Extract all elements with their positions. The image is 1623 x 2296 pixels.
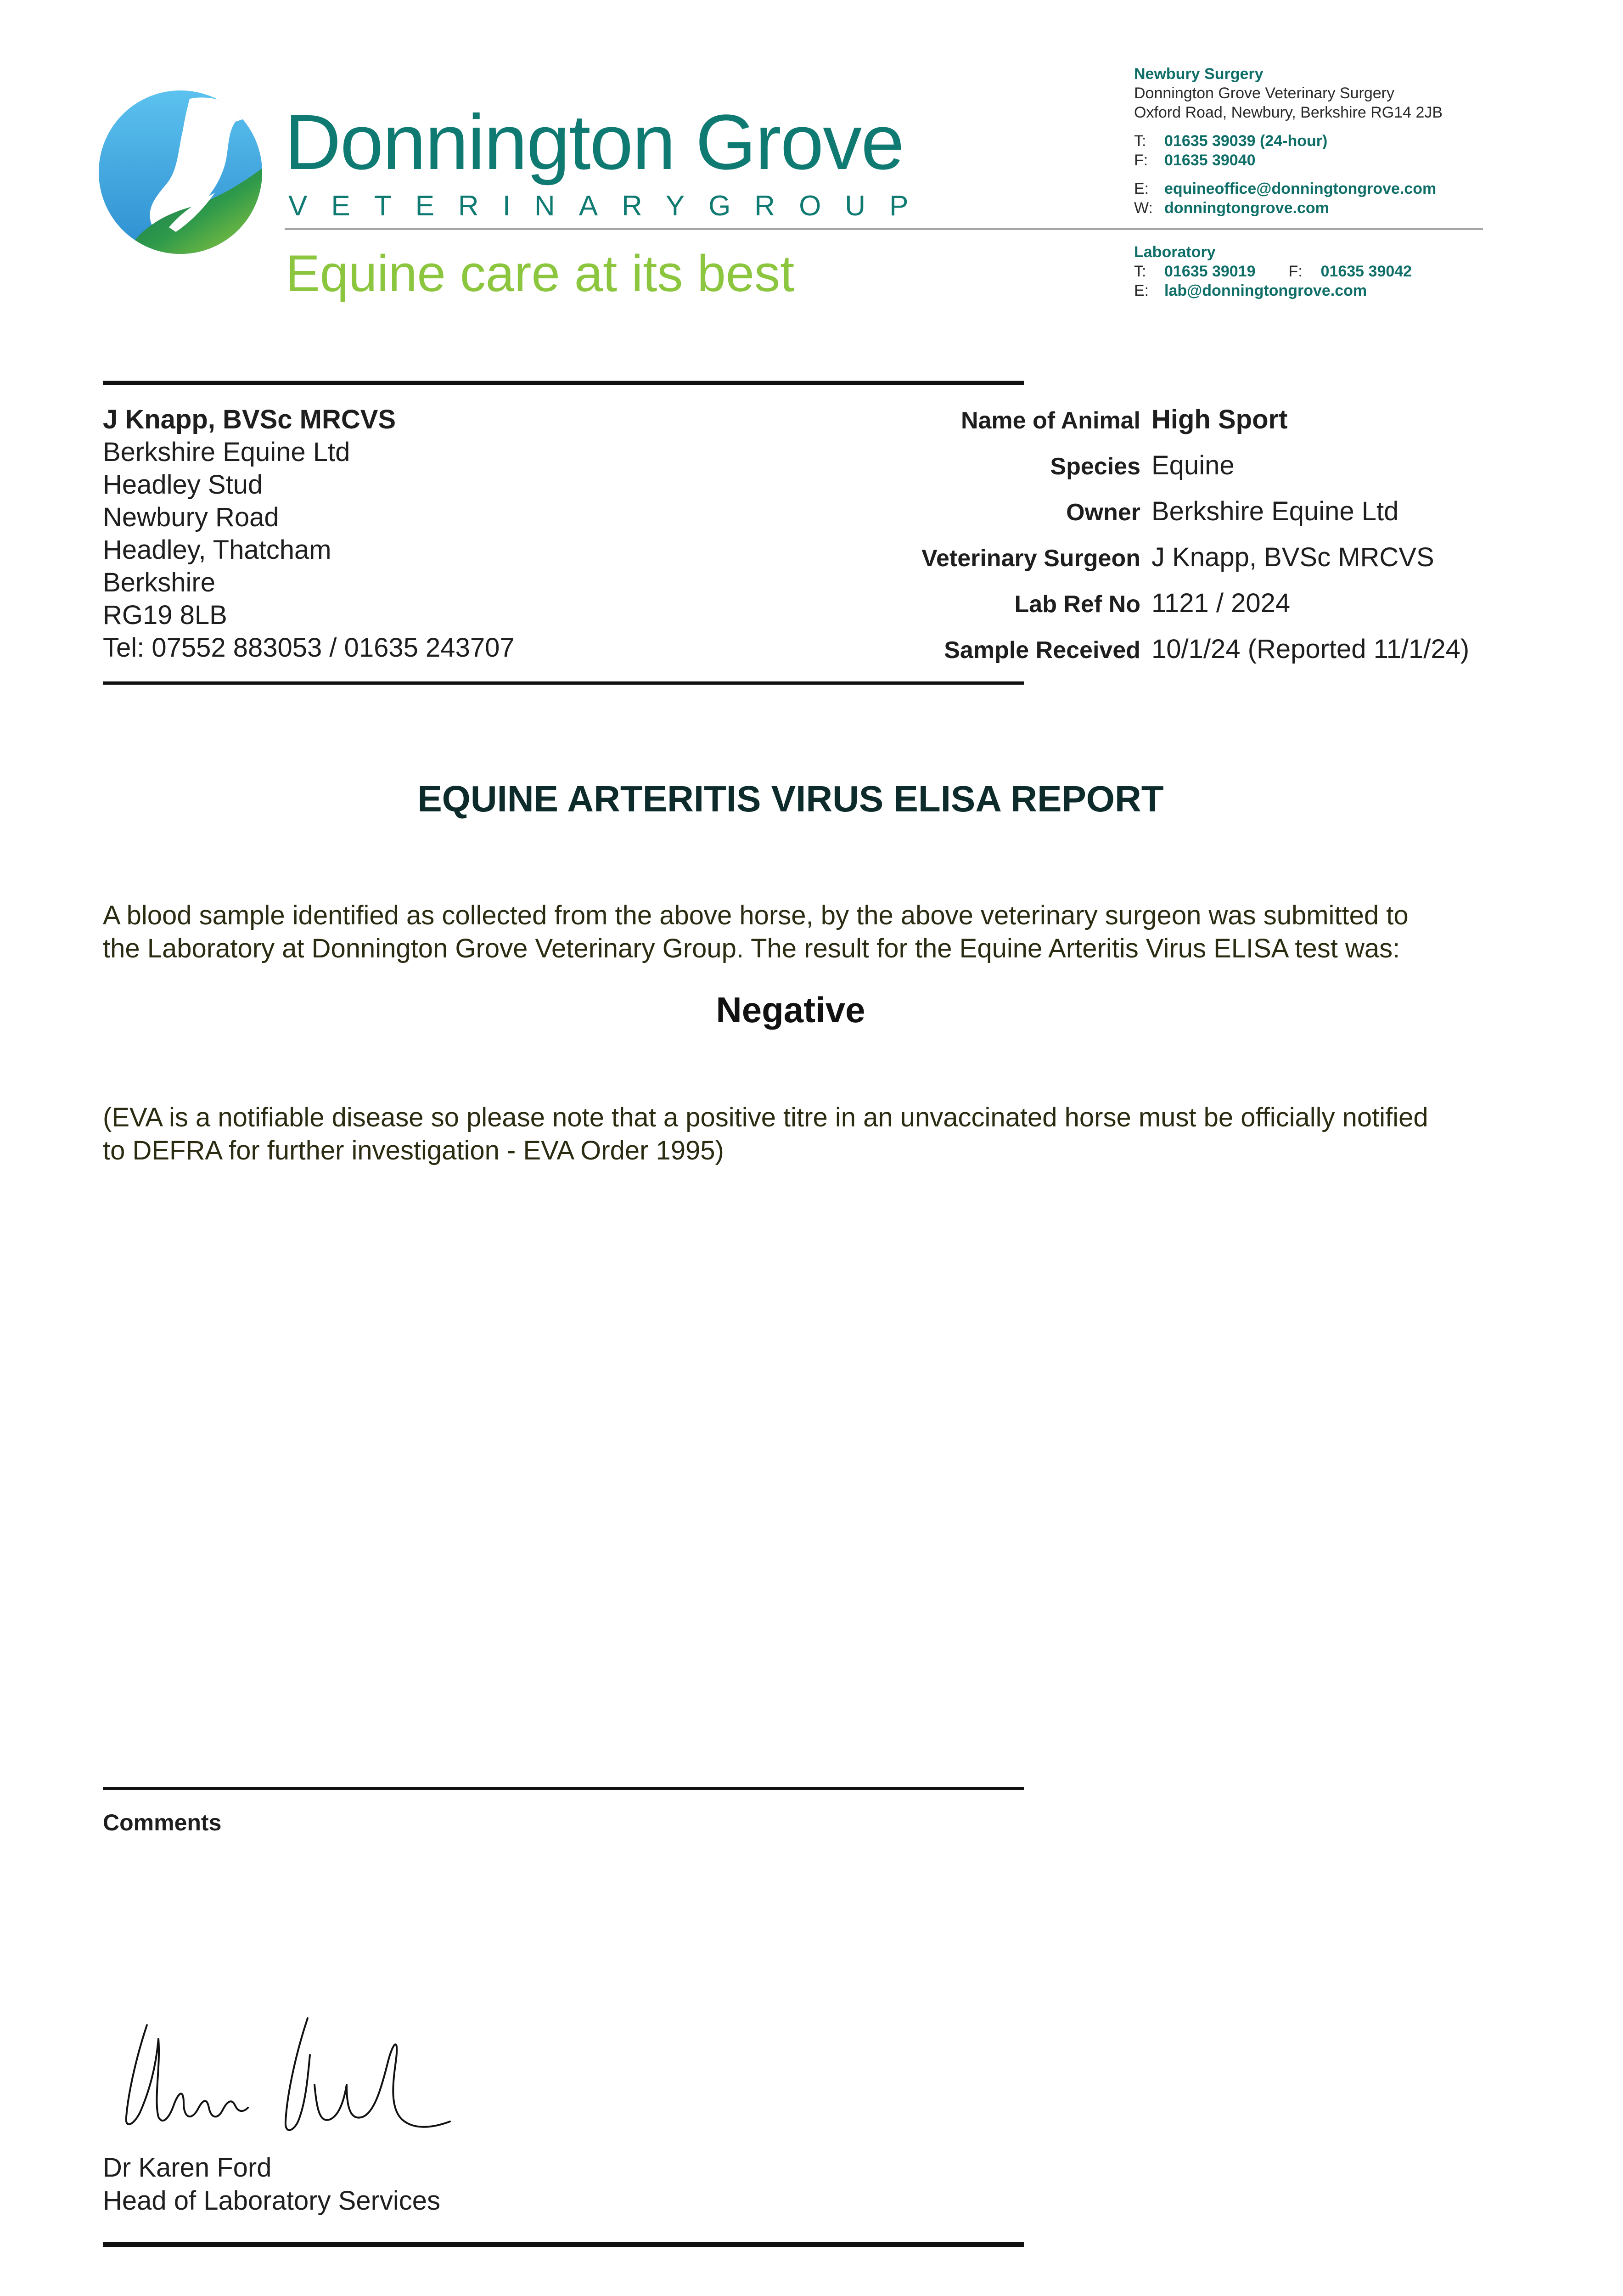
address-line: Berkshire Equine Ltd	[103, 437, 350, 467]
laboratory-phone-row	[1134, 262, 1412, 281]
laboratory-email-link[interactable]: lab@donningtongrove.com	[1164, 282, 1367, 299]
surgery-contact-block	[1134, 64, 1443, 218]
detail-label: Sample Received	[944, 637, 1140, 664]
recipient-address	[103, 403, 515, 664]
laboratory-tel[interactable]: 01635 39019	[1164, 263, 1256, 280]
report-intro-line: A blood sample identified as collected from the above horse, by the above veterinary surgeon was submitted to	[103, 900, 1409, 930]
top-rule	[103, 381, 1024, 385]
animal-details	[505, 404, 1469, 680]
brand-subtitle-word-1: VETERINARY	[288, 190, 709, 222]
surgery-fax: 01635 39040	[1164, 152, 1256, 169]
tagline: Equine care at its best	[286, 245, 795, 302]
laboratory-email-label: E:	[1134, 282, 1149, 299]
surgery-tel[interactable]: 01635 39039 (24-hour)	[1164, 132, 1328, 150]
surgery-address: Oxford Road, Newbury, Berkshire RG14 2JB	[1134, 104, 1443, 121]
signatory-role: Head of Laboratory Services	[103, 2186, 441, 2216]
detail-row-sample-received	[505, 634, 1469, 680]
laboratory-fax: 01635 39042	[1320, 263, 1412, 280]
detail-row-lab-ref-no	[505, 588, 1469, 634]
surgery-web-label: W:	[1134, 199, 1153, 217]
detail-row-name-of-animal	[505, 404, 1469, 450]
laboratory-email-row	[1134, 281, 1412, 300]
detail-value: 10/1/24 (Reported 11/1/24)	[1151, 634, 1470, 664]
report-title: EQUINE ARTERITIS VIRUS ELISA REPORT	[417, 778, 1164, 819]
report-intro	[103, 899, 1471, 965]
surgery-name: Donnington Grove Veterinary Surgery	[1134, 84, 1394, 102]
comments-rule	[103, 1787, 1024, 1790]
detail-value: High Sport	[1151, 405, 1288, 434]
detail-label: Name of Animal	[960, 407, 1140, 434]
signatory	[103, 2151, 440, 2217]
surgery-web-link[interactable]: donningtongrove.com	[1164, 199, 1329, 217]
address-line: RG19 8LB	[103, 600, 227, 630]
address-line: Berkshire	[103, 568, 215, 597]
laboratory-contact-block	[1134, 242, 1412, 300]
report-note-line: (EVA is a notifiable disease so please note that a positive titre in an unvaccinated horse must be officially notified	[103, 1103, 1428, 1132]
laboratory-tel-label: T:	[1134, 263, 1146, 280]
address-line: Headley, Thatcham	[103, 535, 331, 565]
report-intro-line: the Laboratory at Donnington Grove Veterinary Group. The result for the Equine Arteritis Virus ELISA test was:	[103, 934, 1400, 963]
surgery-email-link[interactable]: equineoffice@donningtongrove.com	[1164, 180, 1437, 197]
report-note-line: to DEFRA for further investigation - EVA Order 1995)	[103, 1136, 724, 1165]
signatory-name: Dr Karen Ford	[103, 2153, 272, 2183]
surgery-fax-label: F:	[1134, 152, 1148, 169]
handwritten-signature	[115, 2011, 482, 2140]
detail-label: Species	[1050, 453, 1140, 480]
address-line: Newbury Road	[103, 502, 279, 532]
recipient-name: J Knapp, BVSc MRCVS	[103, 405, 396, 434]
detail-value: 1121 / 2024	[1151, 588, 1291, 618]
detail-value: Equine	[1151, 450, 1235, 480]
detail-row-veterinary-surgeon	[505, 542, 1469, 588]
laboratory-heading: Laboratory	[1134, 243, 1216, 261]
detail-value: J Knapp, BVSc MRCVS	[1151, 542, 1434, 572]
details-bottom-rule	[103, 681, 1024, 685]
bottom-rule	[103, 2242, 1024, 2247]
surgery-heading: Newbury Surgery	[1134, 65, 1264, 83]
detail-label: Owner	[1066, 499, 1140, 526]
brand-subtitle	[288, 190, 932, 222]
laboratory-fax-label: F:	[1288, 263, 1303, 280]
surgery-email-row	[1134, 179, 1443, 198]
surgery-email-label: E:	[1134, 180, 1149, 197]
surgery-fax-row	[1134, 151, 1443, 170]
address-line: Headley Stud	[103, 470, 263, 500]
detail-row-owner	[505, 496, 1469, 542]
brand-subtitle-word-2: GROUP	[708, 190, 932, 222]
test-result: Negative	[716, 990, 865, 1030]
surgery-tel-row	[1134, 131, 1443, 151]
brand-name: Donnington Grove	[285, 99, 904, 186]
detail-label: Veterinary Surgeon	[921, 545, 1140, 572]
donnington-grove-logo-icon	[98, 90, 263, 255]
comments-label: Comments	[103, 1810, 222, 1835]
detail-label: Lab Ref No	[1014, 591, 1140, 618]
recipient-phone: Tel: 07552 883053 / 01635 243707	[103, 633, 515, 663]
surgery-web-row	[1134, 198, 1443, 218]
detail-value: Berkshire Equine Ltd	[1151, 496, 1399, 526]
report-note	[103, 1101, 1471, 1167]
detail-row-species	[505, 450, 1469, 496]
letterhead-divider	[285, 228, 1483, 230]
surgery-tel-label: T:	[1134, 132, 1146, 150]
